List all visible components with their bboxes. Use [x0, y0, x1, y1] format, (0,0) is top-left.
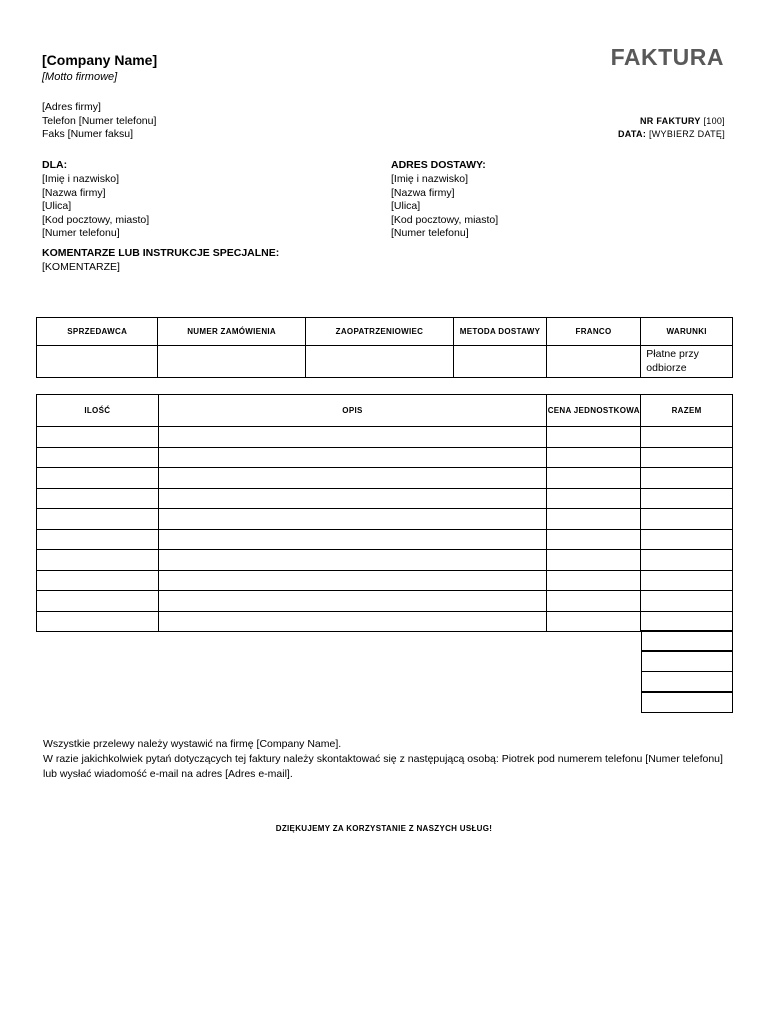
quantity-cell[interactable]: [37, 611, 159, 632]
bill-to-company[interactable]: [Nazwa firmy]: [42, 186, 106, 199]
header-seller: SPRZEDAWCA: [37, 318, 158, 346]
header-description: OPIS: [158, 395, 547, 427]
table-row: [37, 488, 733, 509]
description-cell[interactable]: [158, 488, 547, 509]
line-total-cell[interactable]: [641, 427, 733, 448]
quantity-cell[interactable]: [37, 447, 159, 468]
quantity-cell[interactable]: [37, 468, 159, 489]
unit-price-cell[interactable]: [547, 447, 641, 468]
description-cell[interactable]: [158, 468, 547, 489]
description-cell[interactable]: [158, 447, 547, 468]
quantity-cell[interactable]: [37, 427, 159, 448]
line-total-cell[interactable]: [641, 611, 733, 632]
seller-cell[interactable]: [37, 346, 158, 378]
comments-heading: KOMENTARZE LUB INSTRUKCJE SPECJALNE:: [42, 247, 280, 259]
description-cell[interactable]: [158, 550, 547, 571]
description-cell[interactable]: [158, 509, 547, 530]
header-fob: FRANCO: [546, 318, 641, 346]
order-info-table: [36, 317, 733, 378]
table-row: [37, 550, 733, 571]
line-total-cell[interactable]: [641, 447, 733, 468]
line-total-cell[interactable]: [641, 509, 733, 530]
bill-to-postal-city[interactable]: [Kod pocztowy, miasto]: [42, 213, 150, 226]
shipping-handling-field[interactable]: [641, 671, 733, 693]
thank-you-message: DZIĘKUJEMY ZA KORZYSTANIE Z NASZYCH USŁUG!: [275, 824, 493, 833]
unit-price-cell[interactable]: [547, 427, 641, 448]
line-items-table: [36, 394, 733, 632]
header-terms: WARUNKI: [641, 318, 733, 346]
line-total-cell[interactable]: [641, 468, 733, 489]
quantity-cell[interactable]: [37, 529, 159, 550]
description-cell[interactable]: [158, 591, 547, 612]
ship-to-phone[interactable]: [Numer telefonu]: [391, 227, 469, 239]
subtotal-field[interactable]: [641, 630, 733, 652]
invoice-number-row: [618, 115, 725, 128]
quantity-cell[interactable]: [37, 591, 159, 612]
table-row: [37, 509, 733, 530]
invoice-number-value[interactable]: [100]: [703, 116, 725, 126]
quantity-cell[interactable]: [37, 550, 159, 571]
comments-field[interactable]: [KOMENTARZE]: [42, 261, 120, 273]
company-name: [Company Name]: [42, 52, 158, 68]
table-row: [37, 591, 733, 612]
company-address: [Adres firmy]: [42, 101, 101, 113]
company-phone: Telefon [Numer telefonu]: [42, 114, 157, 127]
bill-to-name[interactable]: [Imię i nazwisko]: [42, 173, 120, 185]
tax-field[interactable]: [641, 650, 733, 672]
quantity-cell[interactable]: [37, 488, 159, 509]
line-total-cell[interactable]: [641, 570, 733, 591]
contact-note-line: W razie jakichkolwiek pytań dotyczących tej faktury należy skontaktować się z następującą osobą: Piotrek pod numerem telefonu [Numer telefonu] lub wysłać wiadomość e-mail na adres [Adres e-mail].: [43, 753, 723, 780]
bill-to-street[interactable]: [Ulica]: [42, 200, 72, 212]
ship-to-name[interactable]: [Imię i nazwisko]: [391, 173, 469, 185]
bill-to-heading: DLA:: [42, 159, 68, 171]
header-order-number: NUMER ZAMÓWIENIA: [158, 318, 305, 346]
table-row: [37, 529, 733, 550]
description-cell[interactable]: [158, 427, 547, 448]
company-fax: Faks [Numer faksu]: [42, 128, 134, 140]
description-cell[interactable]: [158, 611, 547, 632]
table-row: [37, 611, 733, 632]
bill-to-block: [42, 173, 149, 241]
unit-price-cell[interactable]: [547, 468, 641, 489]
table-row: [37, 427, 733, 448]
table-row: [37, 468, 733, 489]
document-title: FAKTURA: [610, 44, 724, 70]
unit-price-cell[interactable]: [547, 529, 641, 550]
line-total-cell[interactable]: [641, 488, 733, 509]
shipping-method-cell[interactable]: [454, 346, 547, 378]
invoice-date-value[interactable]: [WYBIERZ DATĘ]: [648, 129, 725, 139]
unit-price-cell[interactable]: [547, 611, 641, 632]
table-row: [37, 447, 733, 468]
ship-to-street[interactable]: [Ulica]: [391, 200, 421, 212]
header-unit-price: CENA JEDNOSTKOWA: [547, 395, 641, 427]
line-total-cell[interactable]: [641, 550, 733, 571]
company-motto: [Motto firmowe]: [42, 71, 118, 83]
header-quantity: ILOŚĆ: [37, 395, 159, 427]
unit-price-cell[interactable]: [547, 570, 641, 591]
line-total-cell[interactable]: [641, 591, 733, 612]
terms-cell[interactable]: Płatne przy odbiorze: [641, 346, 733, 378]
description-cell[interactable]: [158, 570, 547, 591]
bill-to-phone[interactable]: [Numer telefonu]: [42, 227, 120, 239]
unit-price-cell[interactable]: [547, 509, 641, 530]
invoice-number-label: NR FAKTURY: [639, 116, 701, 126]
description-cell[interactable]: [158, 529, 547, 550]
total-due-field[interactable]: [641, 691, 733, 713]
company-address-block: [42, 101, 156, 142]
ship-to-company[interactable]: [Nazwa firmy]: [391, 186, 455, 199]
supplier-cell[interactable]: [305, 346, 453, 378]
ship-to-postal-city[interactable]: [Kod pocztowy, miasto]: [391, 213, 499, 226]
header-supplier: ZAOPATRZENIOWIEC: [305, 318, 453, 346]
order-number-cell[interactable]: [158, 346, 305, 378]
ship-to-heading: ADRES DOSTAWY:: [391, 159, 486, 171]
invoice-date-label: DATA:: [617, 129, 647, 139]
payment-note-line: Wszystkie przelewy należy wystawić na firmę [Company Name].: [43, 738, 342, 750]
payment-notes: [43, 737, 733, 782]
ship-to-block: [391, 173, 498, 241]
unit-price-cell[interactable]: [547, 488, 641, 509]
fob-cell[interactable]: [546, 346, 641, 378]
header-shipping-method: METODA DOSTAWY: [454, 318, 547, 346]
invoice-date-row: [618, 128, 725, 141]
quantity-cell[interactable]: [37, 570, 159, 591]
quantity-cell[interactable]: [37, 509, 159, 530]
line-total-cell[interactable]: [641, 529, 733, 550]
header-total: RAZEM: [641, 395, 733, 427]
unit-price-cell[interactable]: [547, 591, 641, 612]
table-row: [37, 570, 733, 591]
unit-price-cell[interactable]: [547, 550, 641, 571]
invoice-meta: [618, 115, 725, 141]
